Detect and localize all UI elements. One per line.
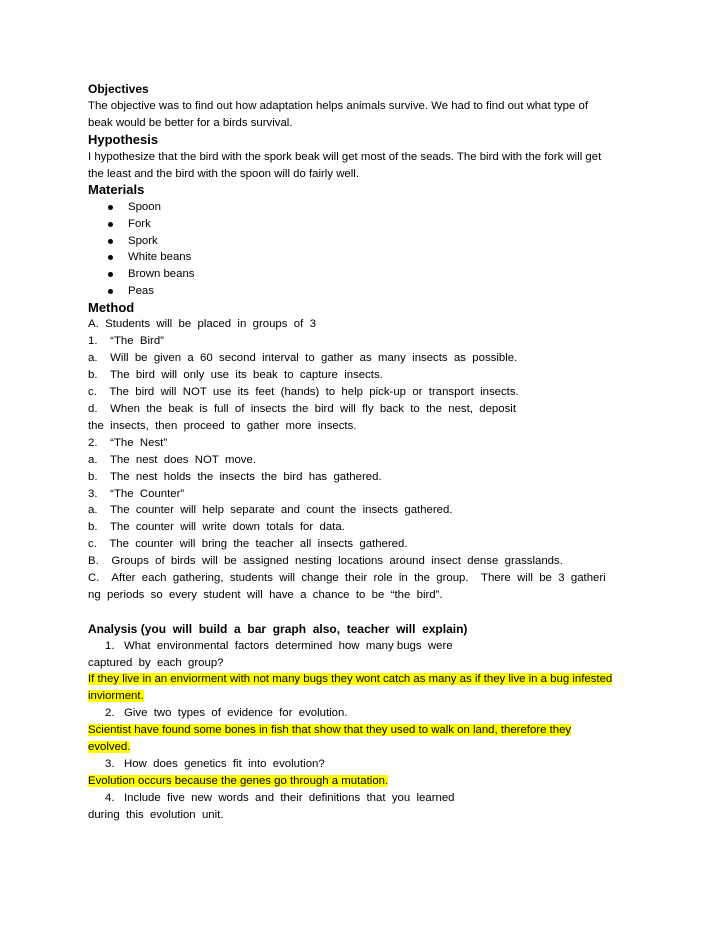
method-heading: Method <box>88 299 135 315</box>
bullet-icon <box>108 222 113 227</box>
material-label: Fork <box>128 218 151 231</box>
method-line: c. The bird will NOT use its feet (hands) to help pick-up or transport insects. <box>88 386 519 399</box>
list-item <box>88 216 648 233</box>
material-label: Peas <box>128 284 154 297</box>
hypothesis-heading: Hypothesis <box>88 131 159 147</box>
list-item <box>88 249 648 266</box>
hypothesis-line-1: I hypothesize that the bird with the spork beak will get most of the seads. The bird with the fork will get <box>88 150 602 163</box>
objectives-line-1: The objective was to find out how adaptation helps animals survive. We had to find out what type of <box>88 99 589 112</box>
answer-2-line-2: evolved. <box>88 741 131 754</box>
hypothesis-line-2: the least and the bird with the spoon will do fairly well. <box>88 167 359 180</box>
bullet-icon <box>108 239 113 244</box>
list-item <box>88 283 648 300</box>
method-line: the insects, then proceed to gather more insects. <box>88 419 357 432</box>
analysis-question-1: 1. What environmental factors determined how many bugs were <box>105 639 453 652</box>
analysis-question-4-cont: during this evolution unit. <box>88 808 224 821</box>
list-item <box>88 199 648 216</box>
list-item <box>88 266 648 283</box>
method-line: a. Will be given a 60 second interval to gather as many insects as possible. <box>88 352 518 365</box>
objectives-heading: Objectives <box>88 82 149 96</box>
method-line: c. The counter will bring the teacher all insects gathered. <box>88 538 408 551</box>
material-label: Brown beans <box>128 268 195 281</box>
method-line: ng periods so every student will have a chance to be “the bird”. <box>88 588 443 601</box>
list-item <box>88 233 648 250</box>
method-line: b. The nest holds the insects the bird has gathered. <box>88 470 382 483</box>
method-line: b. The counter will write down totals for data. <box>88 521 345 534</box>
material-label: Spoon <box>128 201 161 214</box>
answer-2-line-1: Scientist have found some bones in fish that show that they used to walk on land, therefore they <box>88 724 572 737</box>
answer-3: Evolution occurs because the genes go through a mutation. <box>88 774 389 787</box>
bullet-icon <box>108 289 113 294</box>
analysis-heading: Analysis (you will build a bar graph also, teacher will explain) <box>88 621 468 636</box>
bullet-icon <box>108 205 113 210</box>
method-line: 2. “The Nest” <box>88 436 168 449</box>
materials-heading: Materials <box>88 182 145 198</box>
analysis-question-3: 3. How does genetics fit into evolution? <box>105 758 325 771</box>
materials-list <box>88 199 648 299</box>
method-line: C. After each gathering, students will change their role in the group. There will be 3 gatheri <box>88 572 606 585</box>
document-page <box>88 81 648 824</box>
material-label: White beans <box>128 251 192 264</box>
analysis-question-2: 2. Give two types of evidence for evolution. <box>105 707 348 720</box>
analysis-question-1-cont: captured by each group? <box>88 656 224 669</box>
method-line: a. The counter will help separate and count the insects gathered. <box>88 504 453 517</box>
method-line: A. Students will be placed in groups of 3 <box>88 318 316 331</box>
material-label: Spork <box>128 234 158 247</box>
method-line: b. The bird will only use its beak to capture insects. <box>88 369 383 382</box>
answer-1-line-2: inviorment. <box>88 690 144 703</box>
objectives-line-2: beak would be better for a birds survival. <box>88 116 293 129</box>
analysis-question-4: 4. Include five new words and their definitions that you learned <box>105 791 455 804</box>
method-line: d. When the beak is full of insects the bird will fly back to the nest, deposit <box>88 403 516 415</box>
bullet-icon <box>108 272 113 277</box>
method-line: a. The nest does NOT move. <box>88 453 256 466</box>
method-line: 1. “The Bird” <box>88 335 164 348</box>
method-line: 3. “The Counter” <box>88 487 185 500</box>
spacer <box>88 604 648 621</box>
method-line: B. Groups of birds will be assigned nesting locations around insect dense grasslands. <box>88 555 563 568</box>
answer-1-line-1: If they live in an enviorment with not many bugs they wont catch as many as if they live in a bug infested <box>88 673 613 686</box>
bullet-icon <box>108 255 113 260</box>
